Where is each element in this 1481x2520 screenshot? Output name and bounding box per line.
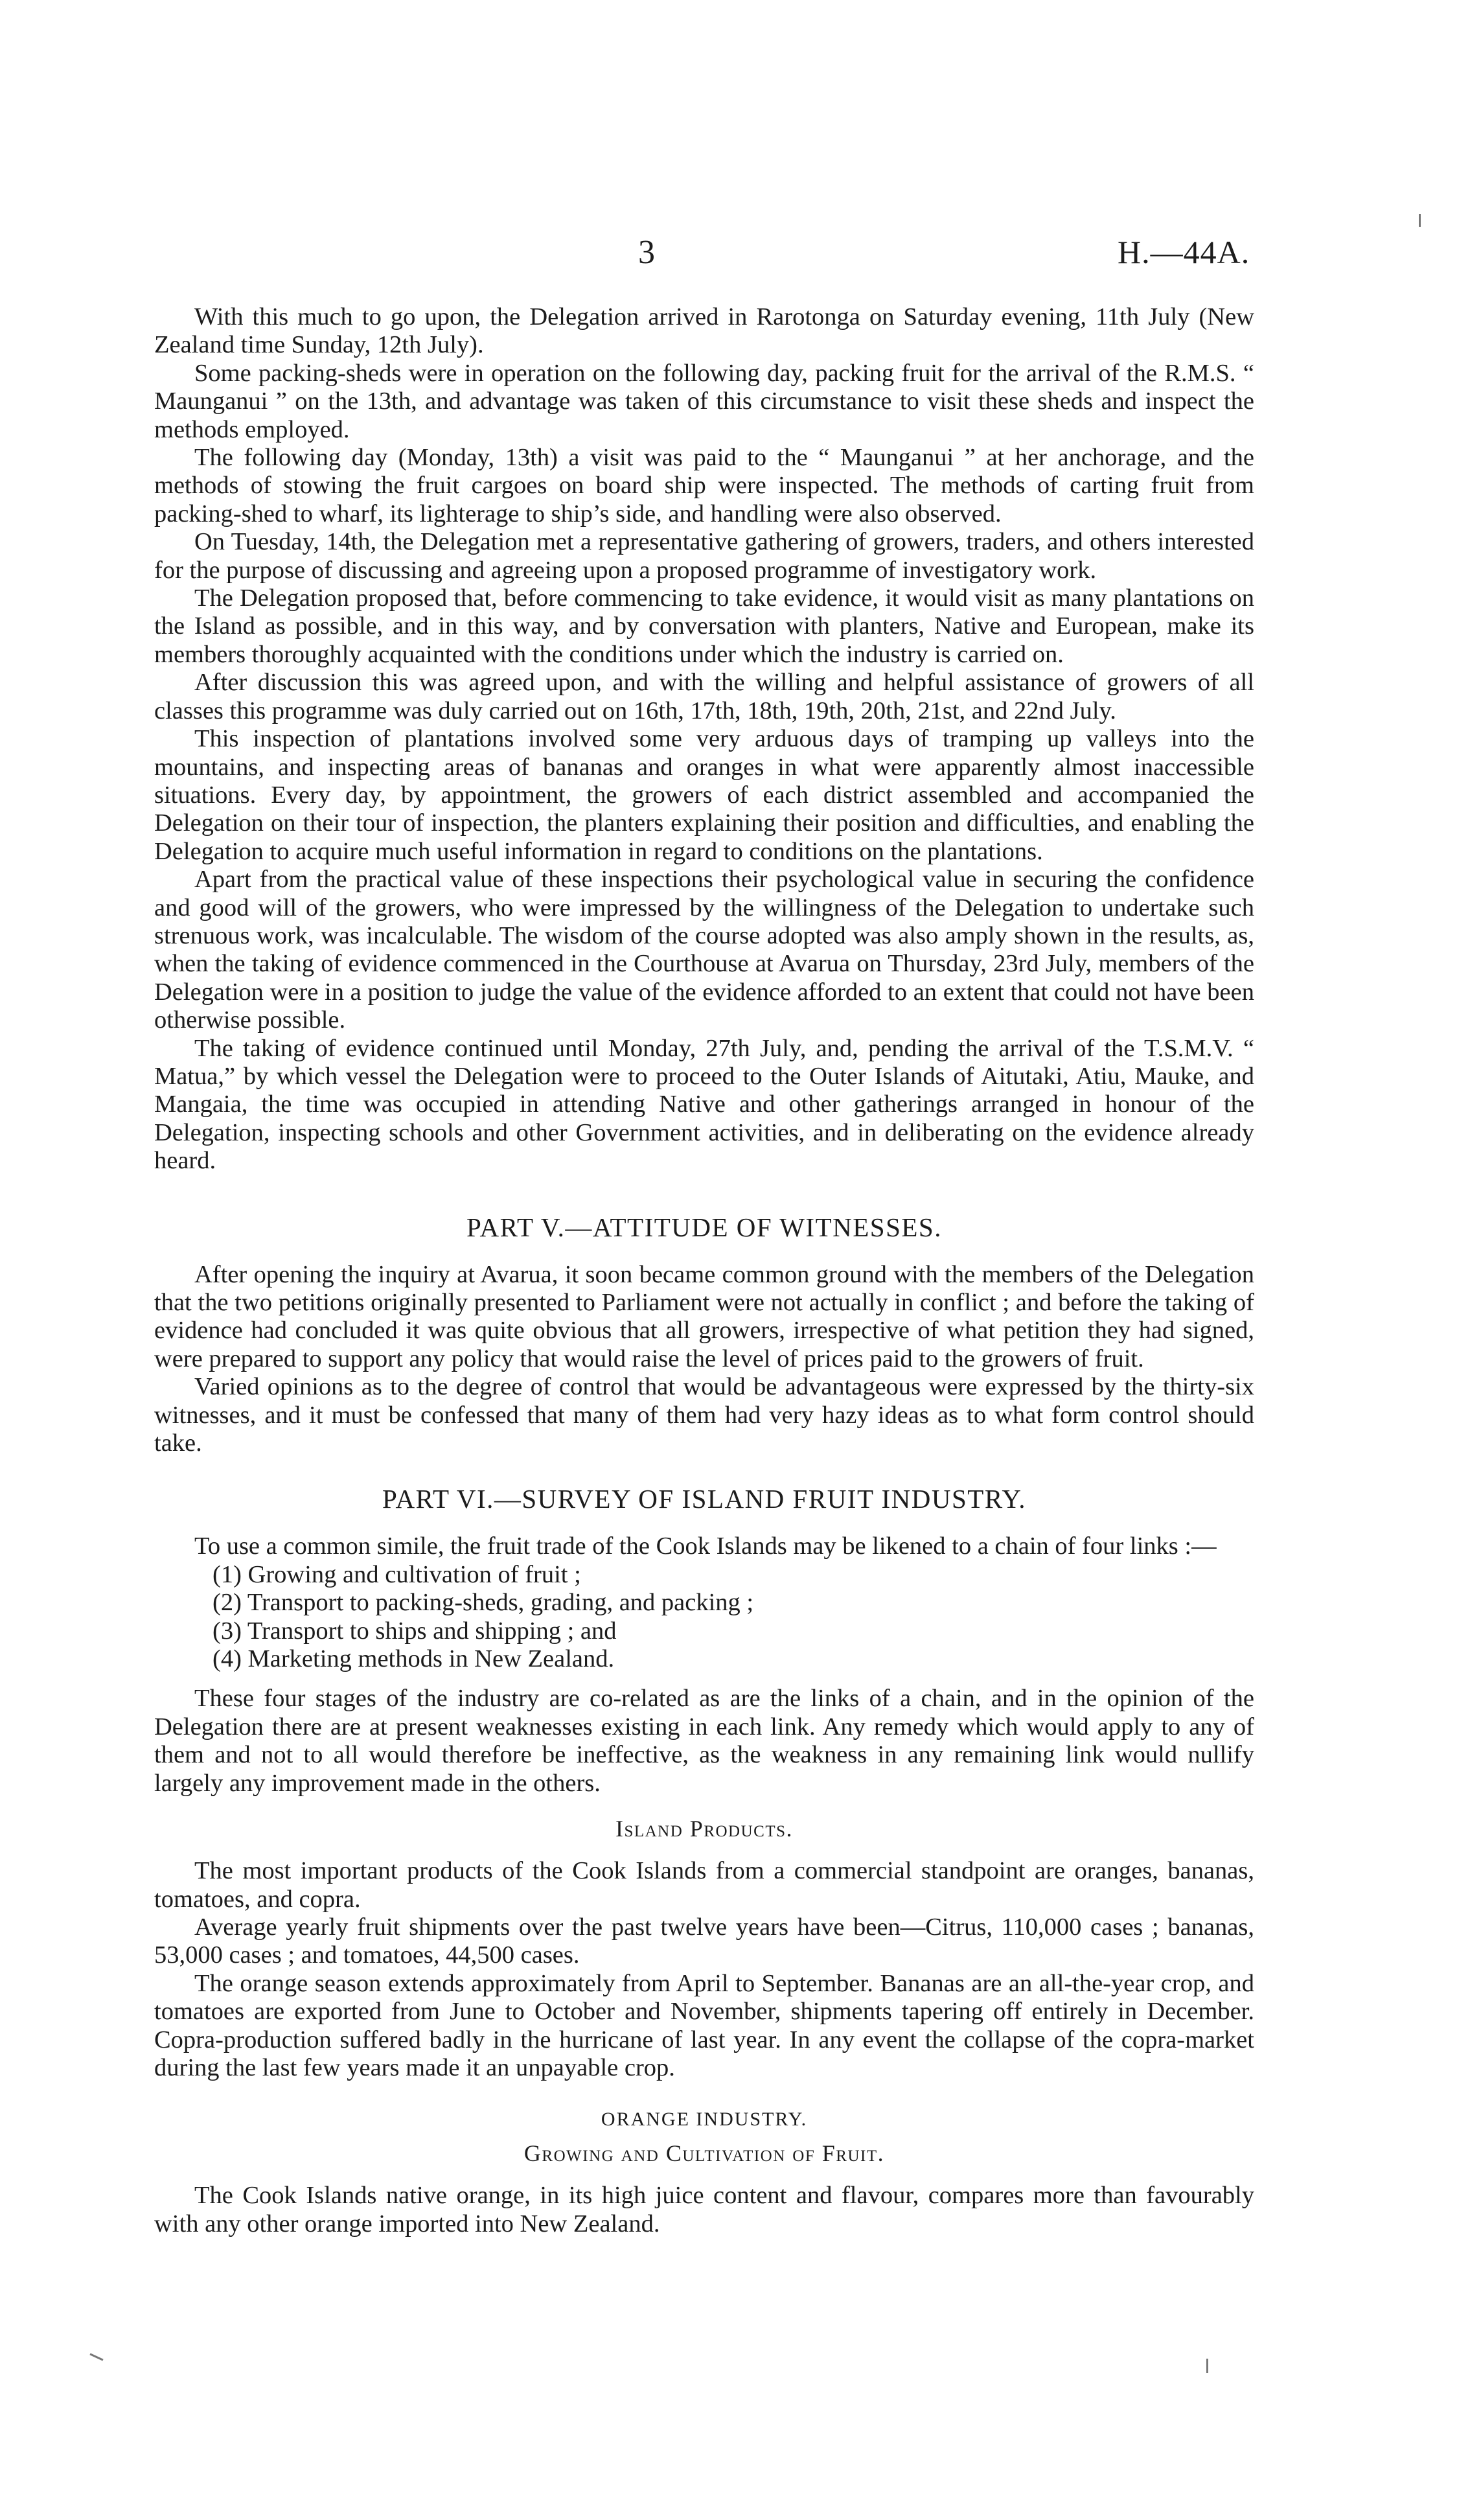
orange-industry-section <box>154 2105 1254 2238</box>
section-heading: PART VI.—SURVEY OF ISLAND FRUIT INDUSTRY. <box>382 1484 1026 1514</box>
paragraph: On Tuesday, 14th, the Delegation met a representative gathering of growers, traders, and others interested for the purpose of discussing and agreeing upon a proposed programme of investigatory work. <box>154 528 1254 584</box>
paragraph: The following day (Monday, 13th) a visit was paid to the “ Maunganui ” at her anchorage, and the methods of stowing the fruit cargoes on board ship were inspected. The methods of carting fruit from packing-shed to wharf, its lighterage to ship’s side, and handling were also observed. <box>154 444 1254 527</box>
paragraph: Average yearly fruit shipments over the past twelve years have been—Citrus, 110,000 cases ; bananas, 53,000 cases ; and tomatoes, 44,500 cases. <box>154 1913 1254 1969</box>
paragraph: Apart from the practical value of these inspections their psychological value in securing the confidence and good will of the growers, who were impressed by the willingness of the Delegation to undertake such strenuous work, was incalculable. The wisdom of the course adopted was also amply shown in the results, as, when the taking of evidence commenced in the Courthouse at Avarua on Thursday, 23rd July, members of the Delegation were in a position to judge the value of the evidence afforded to an extent that could not have been otherwise possible. <box>154 866 1254 1034</box>
list-item: (1) Growing and cultivation of fruit ; <box>212 1560 581 1588</box>
scan-mark <box>1419 214 1421 227</box>
paragraph: Varied opinions as to the degree of control that would be advantageous were expressed by the thirty-six witnesses, and it must be confessed that many of them had very hazy ideas as to what form control should take. <box>154 1373 1254 1457</box>
paragraph: This inspection of plantations involved some very arduous days of tramping up valleys into the mountains, and inspecting areas of bananas and oranges in what were apparently almost inaccessible situations. Every day, by appointment, the growers of each district assembled and accompanied the Delegation on their tour of inspection, the planters explaining their position and difficulties, and enabling the Delegation to acquire much useful information in regard to conditions on the plantations. <box>154 725 1254 865</box>
subsection-subheading: Growing and Cultivation of Fruit. <box>523 2140 885 2167</box>
scan-mark <box>1206 2359 1208 2373</box>
island-products-section <box>154 1814 1254 2082</box>
list-item: (3) Transport to ships and shipping ; and <box>212 1617 617 1645</box>
paragraph: The Delegation proposed that, before commencing to take evidence, it would visit as many plantations on the Island as possible, and in this way, and by conversation with planters, Native and European, make its members thoroughly acquainted with the conditions under which the industry is carried on. <box>154 584 1254 668</box>
paragraph: After opening the inquiry at Avarua, it soon became common ground with the members of the Delegation that the two petitions originally presented to Parliament were not actually in conflict ; and before the taking of evidence had concluded it was quite obvious that all growers, irrespective of what petition they had signed, were prepared to support any policy that would raise the level of prices paid to the growers of fruit. <box>154 1260 1254 1372</box>
part-vi-section <box>154 1483 1254 1798</box>
subsection-heading: ORANGE INDUSTRY. <box>601 2109 808 2131</box>
chain-links-list <box>154 1561 1254 1674</box>
paragraph: To use a common simile, the fruit trade of the Cook Islands may be likened to a chain of four links :— <box>194 1532 1217 1560</box>
document-body <box>154 303 1254 2238</box>
section-heading: PART V.—ATTITUDE OF WITNESSES. <box>466 1212 942 1242</box>
paragraph: With this much to go upon, the Delegation arrived in Rarotonga on Saturday evening, 11th July (New Zealand time Sunday, 12th July). <box>154 303 1254 359</box>
paragraph: The most important products of the Cook Islands from a commercial standpoint are oranges, bananas, tomatoes, and copra. <box>154 1857 1254 1913</box>
paragraph: The Cook Islands native orange, in its high juice content and flavour, compares more than favourably with any other orange imported into New Zealand. <box>154 2182 1254 2237</box>
page-header <box>0 233 1481 285</box>
paragraph: Some packing-sheds were in operation on the following day, packing fruit for the arrival of the R.M.S. “ Maunganui ” on the 13th, and advantage was taken of this circumstance to visit these sheds and inspect the methods employed. <box>154 359 1254 443</box>
subsection-heading: Island Products. <box>615 1816 794 1842</box>
paragraph: The taking of evidence continued until Monday, 27th July, and, pending the arrival of the T.S.M.V. “ Matua,” by which vessel the Delegation were to proceed to the Outer Islands of Aitutaki, Atiu, Mauke, and Mangaia, the time was occupied in attending Native and other gatherings arranged in honour of the Delegation, inspecting schools and other Government activities, and in deliberating on the evidence already heard. <box>154 1034 1254 1175</box>
scan-mark <box>89 2353 103 2361</box>
list-item: (2) Transport to packing-sheds, grading, and packing ; <box>212 1589 754 1617</box>
page-number: 3 <box>638 234 655 271</box>
intro-section <box>154 303 1254 1175</box>
part-v-section <box>154 1212 1254 1458</box>
paragraph: These four stages of the industry are co-related as are the links of a chain, and in the opinion of the Delegation there are at present weaknesses existing in each link. Any remedy which would apply to any of them and not to all would therefore be ineffective, as the weakness in any remaining link would nullify largely any improvement made in the others. <box>154 1685 1254 1797</box>
paragraph: The orange season extends approximately from April to September. Bananas are an all-the-year crop, and tomatoes are exported from June to October and November, shipments tapering off entirely in December. Copra-production suffered badly in the hurricane of last year. In any event the collapse of the copra-market during the last few years made it an unpayable crop. <box>154 1969 1254 2081</box>
paragraph: After discussion this was agreed upon, and with the willing and helpful assistance of growers of all classes this programme was duly carried out on 16th, 17th, 18th, 19th, 20th, 21st, and 22nd July. <box>154 669 1254 724</box>
document-reference: H.—44A. <box>1118 234 1250 270</box>
list-item: (4) Marketing methods in New Zealand. <box>212 1645 615 1673</box>
